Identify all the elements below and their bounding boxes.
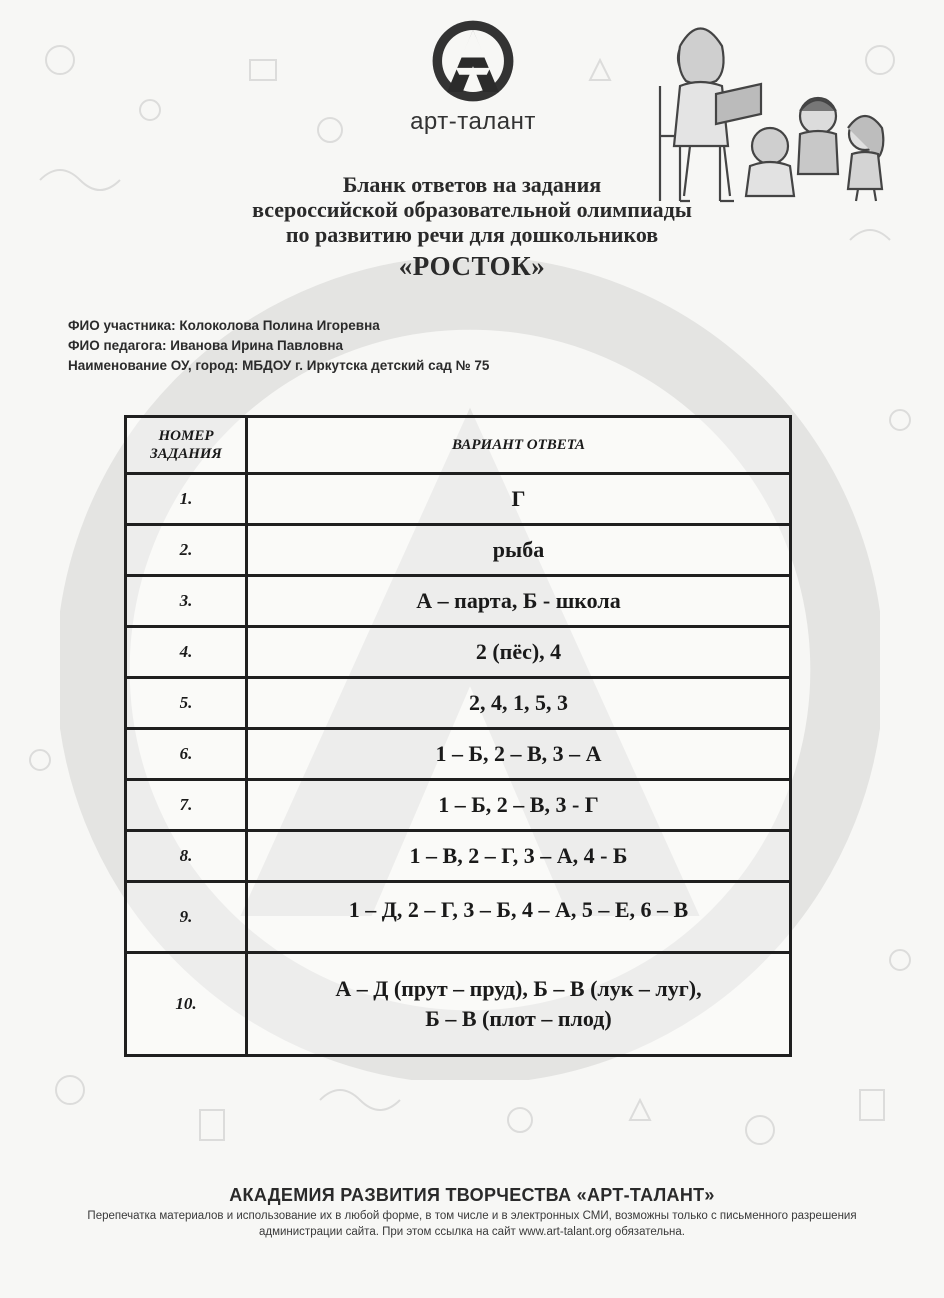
task-answer: 2, 4, 1, 5, 3 [469, 690, 568, 715]
student-name: ФИО участника: Колоколова Полина Игоревна [68, 318, 380, 333]
title-line-2: всероссийской образовательной олимпиады [252, 197, 692, 222]
task-number: 4. [127, 628, 248, 676]
table-row [127, 832, 789, 883]
task-answer: Г [511, 486, 526, 511]
participant-info [68, 316, 489, 376]
table-row [127, 526, 789, 577]
table-row [127, 628, 789, 679]
task-number: 5. [127, 679, 248, 727]
answers-table [124, 415, 792, 1057]
column-header-answer: ВАРИАНТ ОТВЕТА [451, 437, 586, 453]
task-answer: 1 – Д, 2 – Г, 3 – Б, 4 – А, 5 – Е, 6 – В [348, 897, 689, 922]
task-number: 1. [127, 475, 248, 523]
teacher-name: ФИО педагога: Иванова Ирина Павловна [68, 338, 343, 353]
task-answer: А – парта, Б - школа [416, 588, 621, 613]
task-answer: рыба [492, 537, 545, 562]
table-row [127, 883, 789, 954]
table-row [127, 781, 789, 832]
column-header-task: НОМЕР ЗАДАНИЯ [127, 418, 248, 472]
task-number: 6. [127, 730, 248, 778]
task-answer-line-2: Б – В (плот – плод) [425, 1006, 612, 1031]
task-answer: 2 (пёс), 4 [475, 639, 562, 664]
task-answer: 1 – Б, 2 – В, 3 - Г [438, 792, 599, 817]
title-line-1: Бланк ответов на задания [342, 172, 602, 197]
school-name: Наименование ОУ, город: МБДОУ г. Иркутска детский сад № 75 [68, 358, 490, 373]
olympiad-name: «РОСТОК» [398, 251, 546, 281]
table-row [127, 730, 789, 781]
table-header-row [127, 418, 789, 475]
brand-logo [398, 18, 548, 158]
task-answer: 1 – Б, 2 – В, 3 – А [435, 741, 602, 766]
table-row [127, 475, 789, 526]
table-row [127, 679, 789, 730]
table-row [127, 954, 789, 1054]
task-number: 10. [127, 954, 248, 1054]
brand-logo-text: арт-талант [410, 108, 536, 135]
task-number: 8. [127, 832, 248, 880]
task-number: 3. [127, 577, 248, 625]
art-talant-logo-icon [430, 18, 516, 104]
task-number: 9. [127, 883, 248, 951]
table-row [127, 577, 789, 628]
document-title [0, 172, 944, 285]
task-answer [248, 954, 789, 1054]
title-line-3: по развитию речи для дошкольников [285, 222, 659, 247]
task-answer-line-1: А – Д (прут – пруд), Б – В (лук – луг), [335, 976, 702, 1001]
task-number: 7. [127, 781, 248, 829]
footer-copyright-note: Перепечатка материалов и использование их в любой форме, в том числе и в электронных СМИ, возможны только с письменного разрешения администрации сайта. При этом ссылка на сайт www.art-talant.org обязательна. [87, 1210, 857, 1238]
task-number: 2. [127, 526, 248, 574]
footer-title: АКАДЕМИЯ РАЗВИТИЯ ТВОРЧЕСТВА «АРТ-ТАЛАНТ» [229, 1185, 715, 1205]
task-answer: 1 – В, 2 – Г, 3 – А, 4 - Б [409, 843, 628, 868]
